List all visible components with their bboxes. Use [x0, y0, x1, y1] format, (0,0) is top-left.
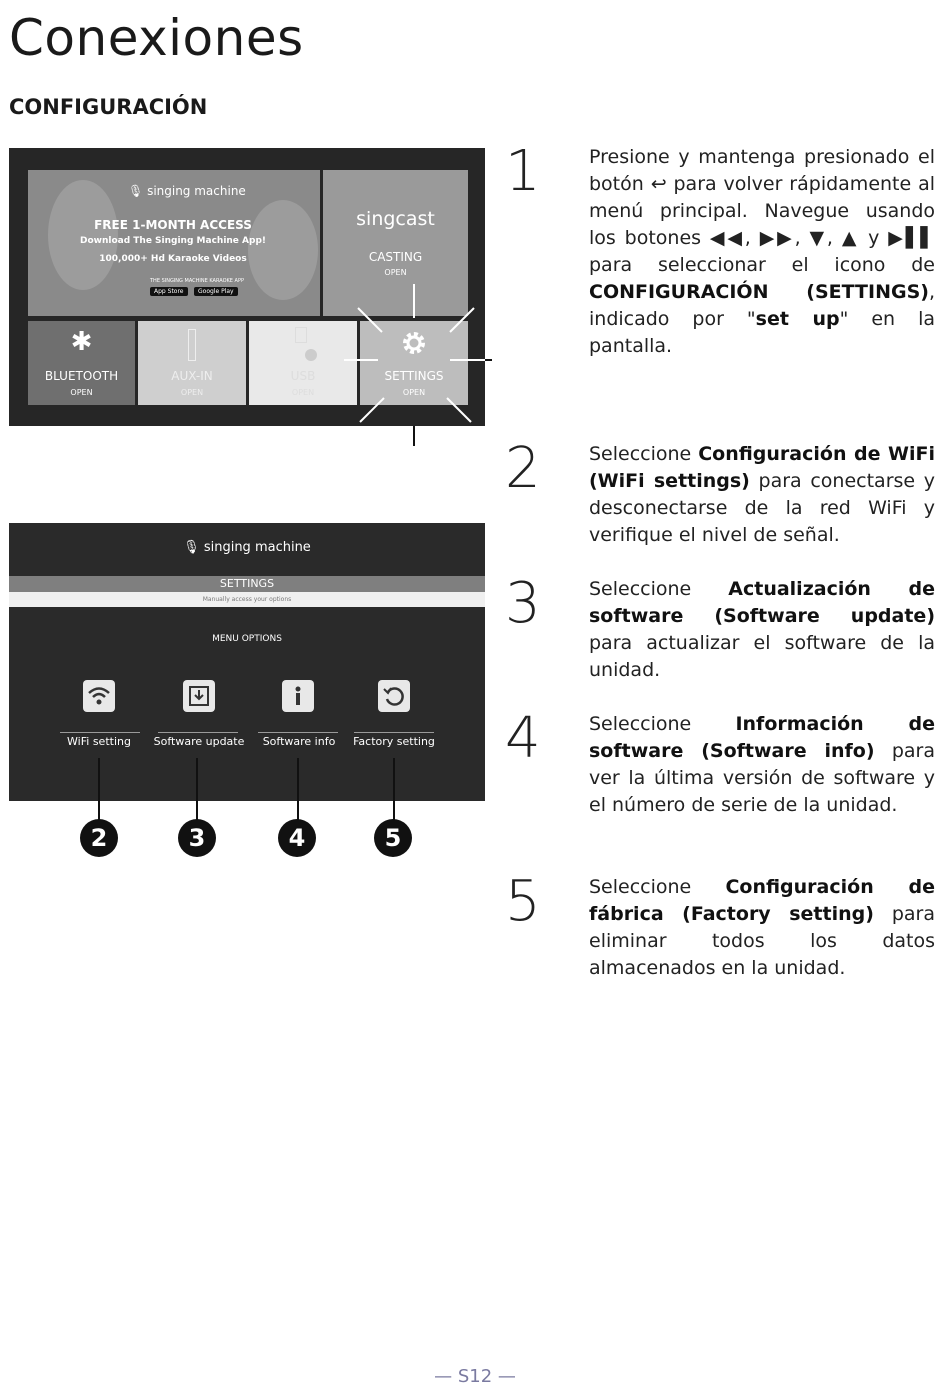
- settings-label: SETTINGS: [384, 369, 444, 383]
- reset-icon[interactable]: [378, 680, 410, 712]
- callout-3: 3: [178, 819, 216, 857]
- settings-subheader-band: [9, 592, 485, 607]
- fast-forward-icon: ▶▶: [759, 227, 795, 249]
- step-number-2: 2: [505, 436, 541, 501]
- callout-5: 5: [374, 819, 412, 857]
- bluetooth-label: BLUETOOTH: [44, 369, 119, 383]
- step-number-5: 5: [505, 869, 541, 934]
- aux-sub: OPEN: [180, 388, 204, 397]
- down-arrow-icon: ▼: [809, 227, 827, 249]
- settings-header-band: [9, 576, 485, 592]
- option-divider: [60, 732, 140, 733]
- bluetooth-icon: ✱: [70, 327, 93, 357]
- page-title: Conexiones: [9, 9, 304, 67]
- promo-small: THE SINGING MACHINE KARAOKE APP: [150, 278, 244, 284]
- option-factory-setting[interactable]: Factory setting: [353, 735, 435, 748]
- singcast-sub: OPEN: [384, 268, 407, 277]
- callout-line: [297, 758, 299, 822]
- page-number: — S12 —: [434, 1366, 516, 1387]
- singcast-brand: singcast: [356, 208, 435, 230]
- promo-line-1: FREE 1-MONTH ACCESS: [94, 218, 252, 232]
- back-arrow-icon: ↩: [650, 173, 667, 195]
- section-subtitle: CONFIGURACIÓN: [9, 95, 208, 119]
- settings-brand: 🎙 singing machine: [183, 540, 311, 555]
- settings-screen-image: [9, 523, 485, 801]
- callout-line: [196, 758, 198, 822]
- step-3-text: Seleccione Actualización de software (Software update) para actualizar el software de la unidad.: [589, 578, 935, 681]
- option-divider: [354, 732, 434, 733]
- microphone-icon: 🎙: [128, 184, 144, 198]
- singcast-label: CASTING: [368, 250, 423, 264]
- rewind-icon: ◀◀: [709, 227, 745, 249]
- option-divider: [258, 732, 338, 733]
- usb-sub: OPEN: [291, 388, 315, 397]
- up-arrow-icon: ▲: [841, 227, 860, 249]
- google-play-badge: Google Play: [194, 287, 238, 296]
- settings-subheader: Manually access your options: [202, 596, 292, 603]
- menu-options-title: MENU OPTIONS: [212, 634, 282, 644]
- play-pause-icon: ▶▌▌: [888, 227, 935, 249]
- callout-line: [98, 758, 100, 822]
- step-4-text: Seleccione Información de software (Software info) para ver la última versión de software y el número de serie de la unidad.: [589, 713, 936, 816]
- option-software-update[interactable]: Software update: [153, 735, 245, 748]
- callout-2: 2: [80, 819, 118, 857]
- app-store-badge: App Store: [150, 287, 188, 296]
- step-5-text: Seleccione Configuración de fábrica (Factory setting) para eliminar todos los datos almacenados en la unidad.: [589, 876, 936, 979]
- settings-header: SETTINGS: [219, 577, 275, 590]
- aux-label: AUX-IN: [171, 369, 213, 383]
- wifi-icon[interactable]: [83, 680, 115, 712]
- option-wifi-setting[interactable]: WiFi setting: [67, 735, 131, 748]
- option-divider: [158, 732, 238, 733]
- step-number-1: 1: [505, 139, 541, 204]
- promo-line-3: 100,000+ Hd Karaoke Videos: [99, 254, 247, 264]
- option-software-info[interactable]: Software info: [262, 735, 336, 748]
- settings-sub: OPEN: [402, 388, 426, 397]
- bluetooth-sub: OPEN: [70, 388, 93, 397]
- callout-line: [393, 758, 395, 822]
- step-2-text: Seleccione Configuración de WiFi (WiFi settings) para conectarse y desconectarse de la red WiFi y verifique el nivel de señal.: [589, 443, 935, 546]
- callout-4: 4: [278, 819, 316, 857]
- promo-line-2: Download The Singing Machine App!: [79, 236, 267, 246]
- step-number-3: 3: [505, 571, 541, 636]
- download-icon[interactable]: [183, 680, 215, 712]
- info-icon[interactable]: [282, 680, 314, 712]
- promo-brand: 🎙 singing machine: [128, 184, 246, 198]
- step-1-text: Presione y mantenga presionado el botón ↩ para volver rápidamente al menú principal. Navegue usando los botones ◀◀, ▶▶, ▼, ▲ y ▶▌▌ para seleccionar el icono de CONFIGURACIÓN (SETTINGS), indicado por "set up" en la pantalla.: [589, 146, 935, 357]
- microphone-icon: 🎙: [183, 540, 200, 555]
- step-number-4: 4: [505, 706, 541, 771]
- usb-label: USB: [290, 369, 316, 383]
